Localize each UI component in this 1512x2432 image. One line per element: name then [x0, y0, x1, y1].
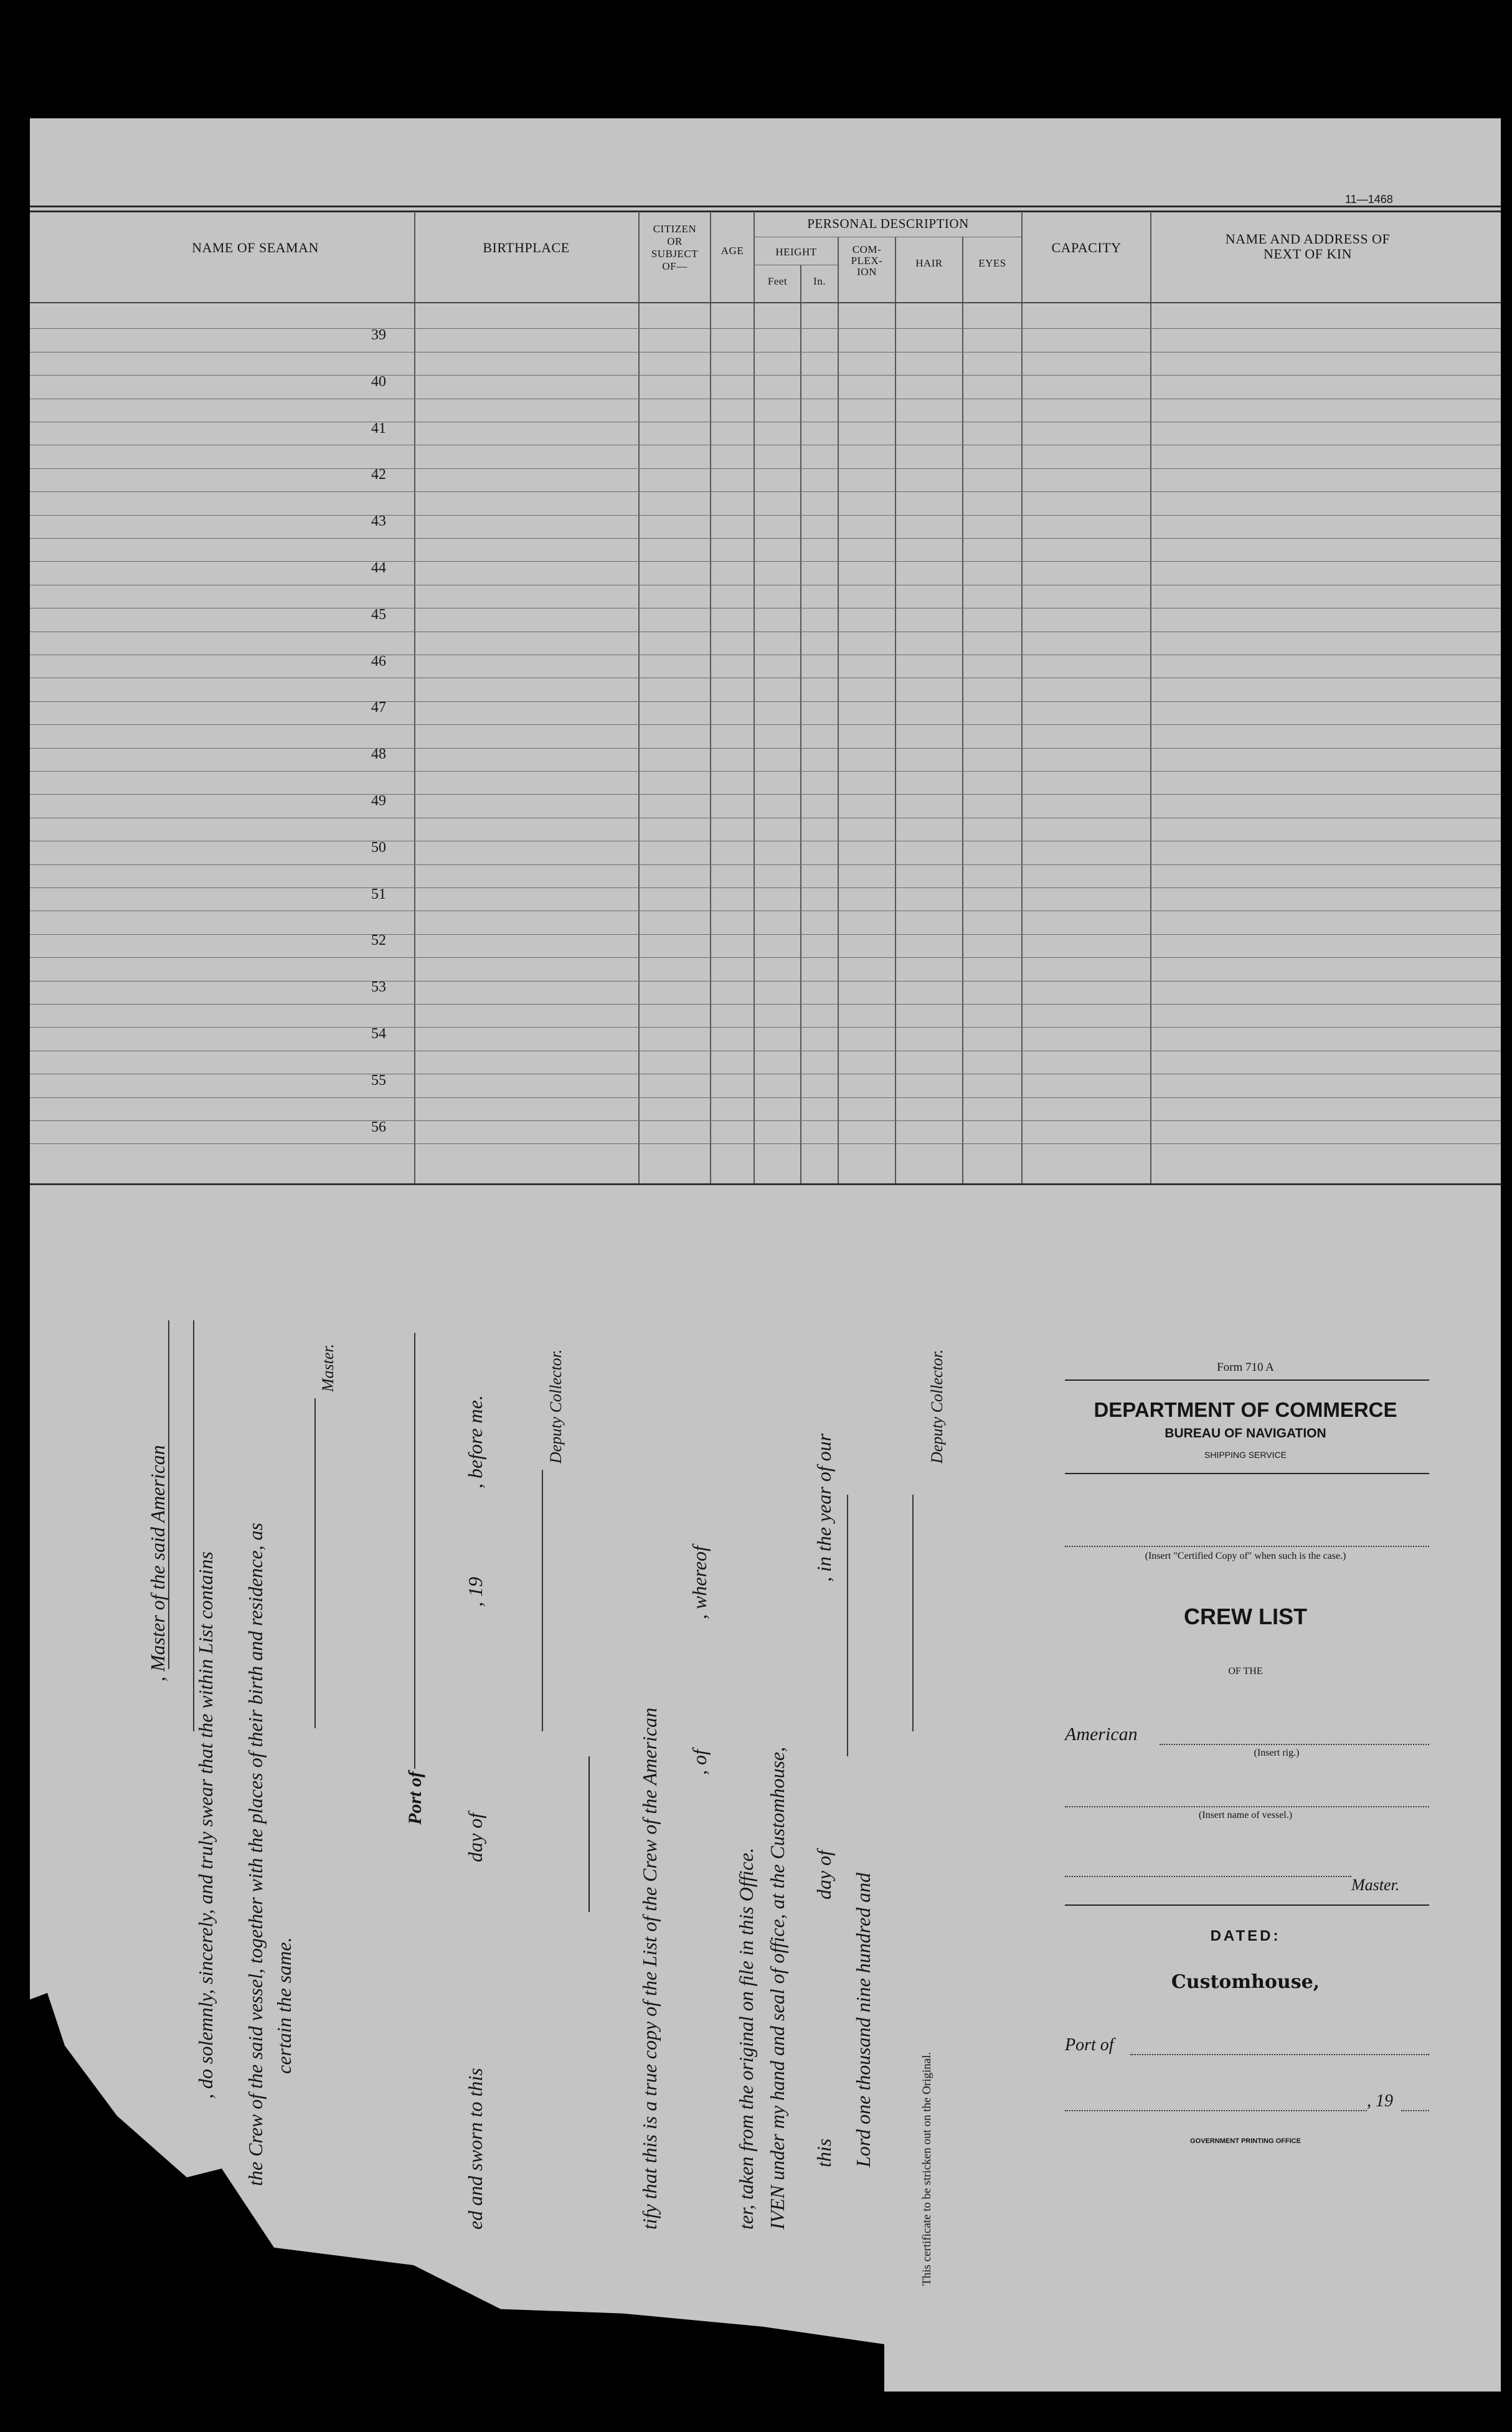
oath-before-me: , before me. — [464, 1395, 486, 1488]
col-divider-complexion — [895, 237, 896, 1183]
oath-line-4: certain the same. — [273, 1937, 295, 2074]
certificate-line-3: ter, taken from the original on file in this Office. — [735, 1848, 757, 2230]
row-divider — [30, 934, 1501, 935]
row-line — [30, 538, 1501, 539]
of-the-label: OF THE — [1228, 1666, 1263, 1677]
row-line — [30, 491, 1501, 492]
row-number: 41 — [371, 420, 386, 437]
american-label: American — [1065, 1724, 1138, 1744]
panel-rule-top — [1065, 1379, 1429, 1381]
row-divider — [30, 701, 1501, 702]
row-divider — [30, 794, 1501, 795]
oath-name-line — [168, 1320, 169, 1669]
vessel-name-line — [1065, 1806, 1429, 1807]
deputy-collector-2: Deputy Collector. — [928, 1349, 946, 1464]
row-line — [30, 1004, 1501, 1005]
row-line — [30, 1097, 1501, 1098]
row-number: 47 — [371, 699, 386, 716]
row-divider — [30, 887, 1501, 888]
col-divider-eyes — [1021, 212, 1023, 1183]
table-bottom-rule — [30, 1183, 1501, 1185]
row-divider — [30, 468, 1501, 469]
row-line — [30, 771, 1501, 772]
oath-master-signature-line — [314, 1398, 316, 1728]
rig-line — [1160, 1744, 1429, 1745]
row-number: 39 — [371, 327, 386, 343]
date-year-line — [1401, 2110, 1429, 2111]
row-divider — [30, 328, 1501, 329]
header-age: AGE — [721, 245, 744, 257]
row-number: 51 — [371, 886, 386, 902]
row-divider — [30, 1120, 1501, 1121]
row-line — [30, 1143, 1501, 1144]
row-number: 43 — [371, 513, 386, 530]
oath-port-line — [414, 1333, 415, 1769]
port-line — [1130, 2054, 1429, 2055]
header-citizen: CITIZEN OR SUBJECT OF— — [651, 223, 699, 272]
col-divider-capacity — [1150, 212, 1151, 1183]
col-divider-birthplace — [638, 212, 640, 1183]
header-feet: Feet — [767, 275, 788, 287]
header-rule-top — [30, 206, 1501, 207]
row-divider — [30, 561, 1501, 562]
panel-rule-2 — [1065, 1473, 1429, 1474]
oath-sworn-text: ed and sworn to this — [464, 2068, 486, 2230]
certificate-line-2: , of — [688, 1749, 711, 1775]
certificate-line-4: IVEN under my hand and seal of office, at the Customhouse, — [766, 1746, 788, 2230]
form-number: 11—1468 — [1345, 193, 1393, 206]
row-line — [30, 724, 1501, 725]
row-divider — [30, 1027, 1501, 1028]
certificate-note: This certificate to be stricken out on the Original. — [920, 2051, 933, 2286]
certificate-line-6: Lord one thousand nine hundred and — [852, 1872, 874, 2167]
oath-divider — [588, 1756, 590, 1912]
row-number: 46 — [371, 653, 386, 670]
header-capacity: CAPACITY — [1051, 240, 1122, 255]
certificate-year-line — [847, 1495, 848, 1756]
deputy-collector-2-line — [912, 1495, 914, 1731]
row-number: 52 — [371, 932, 386, 949]
insert-rig-note: (Insert rig.) — [1254, 1748, 1300, 1758]
crew-list-title: CREW LIST — [1184, 1604, 1307, 1629]
row-number: 54 — [371, 1026, 386, 1042]
col-divider-name — [414, 212, 415, 1183]
oath-master-label: Master. — [319, 1343, 337, 1392]
row-divider — [30, 748, 1501, 749]
header-name-of-seaman: NAME OF SEAMAN — [192, 240, 319, 255]
oath-port-label: Port of — [405, 1771, 425, 1825]
col-divider-age — [754, 212, 755, 1183]
form-710a: Form 710 A — [1217, 1361, 1274, 1374]
insert-certified-note: (Insert "Certified Copy of" when such is the case.) — [1145, 1551, 1346, 1561]
row-number: 49 — [371, 793, 386, 809]
certificate-line-2b: , whereof — [688, 1546, 711, 1619]
date-year-label: , 19 — [1367, 2091, 1393, 2111]
deputy-collector-1-line — [542, 1470, 543, 1731]
col-divider-citizen — [710, 212, 711, 1183]
header-bottom-rule — [30, 302, 1501, 303]
certificate-line-5b: day of — [813, 1850, 835, 1900]
header-personal-description: PERSONAL DESCRIPTION — [807, 216, 969, 231]
master-line — [1065, 1876, 1351, 1877]
certified-copy-line — [1065, 1546, 1429, 1547]
certificate-line-5: this — [813, 2138, 835, 2167]
panel-rule-3 — [1065, 1904, 1429, 1906]
header-birthplace: BIRTHPLACE — [483, 240, 570, 255]
row-divider — [30, 375, 1501, 376]
row-number: 48 — [371, 746, 386, 763]
master-label: Master. — [1351, 1876, 1400, 1894]
port-of-label: Port of — [1065, 2035, 1114, 2055]
header-eyes: EYES — [978, 257, 1006, 269]
col-divider-hair — [962, 237, 963, 1183]
shipping-service: SHIPPING SERVICE — [1204, 1450, 1287, 1460]
row-number: 42 — [371, 466, 386, 483]
header-next-of-kin: NAME AND ADDRESS OF NEXT OF KIN — [1225, 231, 1391, 262]
row-divider — [30, 981, 1501, 982]
row-line — [30, 864, 1501, 865]
row-number: 53 — [371, 979, 386, 996]
certificate-line-5c: , in the year of our — [813, 1433, 835, 1582]
dept-commerce: DEPARTMENT OF COMMERCE — [1094, 1398, 1397, 1421]
col-divider-height — [838, 237, 839, 1183]
oath-name-line-2 — [193, 1320, 194, 1731]
row-number: 56 — [371, 1119, 386, 1135]
customhouse-label: Customhouse, — [1171, 1971, 1320, 1993]
gpo-label: GOVERNMENT PRINTING OFFICE — [1190, 2137, 1301, 2145]
row-line — [30, 957, 1501, 958]
deputy-collector-1: Deputy Collector. — [547, 1349, 565, 1464]
oath-year: , 19 — [464, 1577, 486, 1607]
insert-name-note: (Insert name of vessel.) — [1198, 1810, 1293, 1820]
dated-label: DATED: — [1210, 1928, 1281, 1944]
oath-line-1: , Master of the said American — [146, 1445, 169, 1682]
header-height: HEIGHT — [775, 246, 817, 258]
certificate-line-1: tify that this is a true copy of the List of the Crew of the American — [638, 1707, 661, 2230]
row-number: 44 — [371, 560, 386, 576]
row-divider — [30, 515, 1501, 516]
header-inches: In. — [813, 275, 826, 287]
bureau-navigation: BUREAU OF NAVIGATION — [1165, 1426, 1326, 1441]
oath-day-of: day of — [464, 1812, 486, 1862]
oath-line-2: , do solemnly, sincerely, and truly swear that the within List contains — [194, 1551, 217, 2099]
row-number: 50 — [371, 839, 386, 856]
header-complexion: COM- PLEX- ION — [851, 244, 883, 278]
row-number: 40 — [371, 373, 386, 390]
date-line — [1065, 2110, 1367, 2111]
row-number: 45 — [371, 606, 386, 623]
row-number: 55 — [371, 1072, 386, 1089]
oath-line-3: the Crew of the said vessel, together with the places of their birth and residence, as — [244, 1522, 267, 2186]
header-hair: HAIR — [915, 257, 943, 269]
header-rule-bottom — [30, 211, 1501, 212]
